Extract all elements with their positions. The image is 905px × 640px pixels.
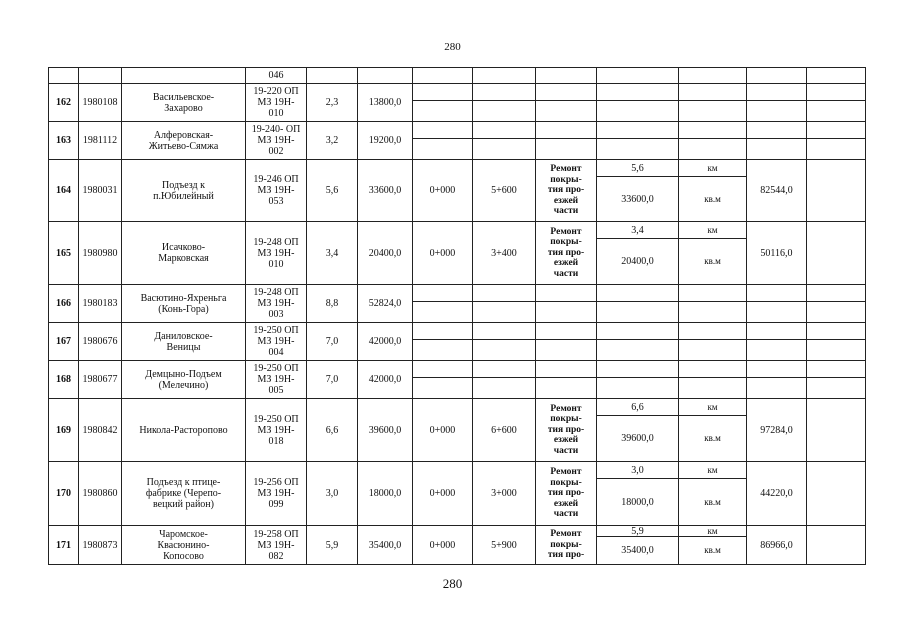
volume-km-cell: 5,6	[631, 162, 644, 174]
road-area-cell: 52824,0	[368, 298, 402, 309]
road-code-cell: 19-220 ОП МЗ 19Н- 010	[253, 86, 299, 119]
road-id-cell: 1980031	[82, 185, 118, 196]
road-name-cell: Васильевское- Захарово	[152, 91, 215, 114]
segment-end-cell: 6+600	[491, 424, 517, 436]
road-length-cell: 7,0	[325, 336, 339, 347]
volume-km-cell: 5,9	[631, 526, 644, 536]
cost-total-cell: 50116,0	[760, 247, 793, 259]
row-number-cell: 165	[56, 247, 71, 259]
grid-line	[865, 67, 866, 565]
road-length-cell: 8,8	[325, 298, 339, 309]
unit-km-cell: км	[707, 224, 718, 235]
segment-start-cell: 0+000	[429, 488, 456, 499]
cost-total-cell: 97284,0	[760, 424, 793, 436]
road-name-cell: Подъезд к птице- фабрике (Черепо- вецкий район)	[145, 477, 222, 510]
road-length-cell: 2,3	[325, 97, 339, 108]
road-code-cell: 19-246 ОП МЗ 19Н- 053	[253, 174, 299, 207]
volume-sqm-cell: 33600,0	[621, 193, 654, 205]
road-code-cell: 046	[268, 70, 284, 81]
segment-start-cell: 0+000	[429, 185, 456, 196]
road-area-cell: 42000,0	[368, 374, 402, 385]
cost-total-cell: 44220,0	[760, 488, 793, 499]
road-name-cell: Даниловское- Веницы	[154, 330, 213, 353]
volume-sqm-cell: 20400,0	[621, 256, 654, 267]
road-code-cell: 19-250 ОП МЗ 19Н- 004	[253, 325, 299, 358]
road-area-cell: 33600,0	[368, 185, 402, 196]
road-name-cell: Васютино-Яхреньга (Конь-Гора)	[140, 292, 227, 315]
unit-km-cell: км	[707, 464, 718, 475]
road-code-cell: 19-258 ОП МЗ 19Н- 082	[253, 528, 299, 562]
grid-line	[412, 301, 866, 302]
segment-end-cell: 5+600	[491, 185, 517, 196]
row-number-cell: 169	[56, 424, 71, 436]
page-number-top: 280	[444, 41, 461, 53]
road-code-cell: 19-250 ОП МЗ 19Н- 018	[253, 413, 299, 447]
road-area-cell: 13800,0	[368, 97, 402, 108]
volume-km-cell: 3,4	[631, 224, 644, 236]
road-length-cell: 7,0	[325, 374, 339, 385]
road-length-cell: 3,0	[325, 488, 339, 499]
grid-line	[412, 138, 866, 139]
unit-km-cell: км	[707, 526, 718, 536]
road-length-cell: 5,6	[325, 185, 339, 196]
segment-end-cell: 3+400	[491, 247, 517, 259]
work-type-cell: Ремонт покры- тия про- езжей части	[547, 226, 585, 279]
road-code-cell: 19-248 ОП МЗ 19Н- 003	[253, 287, 299, 320]
road-id-cell: 1980842	[82, 424, 118, 436]
segment-end-cell: 3+000	[491, 488, 517, 499]
segment-start-cell: 0+000	[429, 424, 456, 436]
road-id-cell: 1980677	[82, 374, 118, 385]
road-area-cell: 20400,0	[368, 247, 402, 259]
row-number-cell: 170	[56, 488, 71, 499]
road-length-cell: 6,6	[325, 424, 339, 436]
road-id-cell: 1980676	[82, 336, 118, 347]
road-code-cell: 19-248 ОП МЗ 19Н- 010	[253, 236, 299, 270]
road-id-cell: 1980980	[82, 247, 118, 259]
work-type-cell: Ремонт покры- тия про- езжей части	[547, 467, 585, 520]
road-name-cell: Чаромское- Квасюнино- Копосово	[157, 528, 210, 562]
road-code-cell: 19-240- ОП МЗ 19Н- 002	[251, 124, 301, 157]
cost-total-cell: 82544,0	[760, 185, 793, 196]
work-type-cell: Ремонт покры- тия про-	[547, 529, 585, 561]
road-area-cell: 35400,0	[368, 539, 402, 551]
road-id-cell: 1980860	[82, 488, 118, 499]
segment-end-cell: 5+900	[491, 539, 517, 551]
road-id-cell: 1981112	[82, 135, 118, 146]
work-type-cell: Ремонт покры- тия про- езжей части	[547, 164, 585, 217]
cost-total-cell: 86966,0	[760, 539, 793, 551]
grid-line	[412, 100, 866, 101]
row-number-cell: 163	[56, 135, 71, 146]
road-name-cell: Демцыно-Подъем (Мелечино)	[145, 368, 222, 391]
unit-sqm-cell: кв.м	[704, 496, 721, 507]
unit-sqm-cell: кв.м	[704, 193, 721, 204]
unit-km-cell: км	[707, 162, 718, 173]
road-id-cell: 1980108	[82, 97, 118, 108]
unit-sqm-cell: кв.м	[704, 433, 721, 443]
grid-line	[806, 67, 807, 565]
road-name-cell: Исачково- Марковская	[158, 242, 209, 264]
volume-km-cell: 3,0	[631, 464, 644, 476]
row-number-cell: 164	[56, 185, 71, 196]
road-area-cell: 39600,0	[368, 424, 402, 436]
row-number-cell: 166	[56, 298, 71, 309]
road-area-cell: 19200,0	[368, 135, 402, 146]
road-area-cell: 42000,0	[368, 336, 402, 347]
road-length-cell: 5,9	[325, 539, 339, 551]
grid-line	[48, 564, 866, 565]
row-number-cell: 162	[56, 97, 71, 108]
row-number-cell: 171	[56, 539, 71, 551]
volume-km-cell: 6,6	[631, 401, 644, 413]
volume-sqm-cell: 35400,0	[621, 545, 654, 556]
row-number-cell: 168	[56, 374, 71, 385]
volume-sqm-cell: 39600,0	[621, 433, 654, 444]
road-id-cell: 1980183	[82, 298, 118, 309]
unit-sqm-cell: кв.м	[704, 256, 721, 266]
page-number-bottom: 280	[442, 576, 463, 591]
segment-start-cell: 0+000	[429, 539, 456, 551]
road-repair-table	[48, 67, 865, 564]
volume-sqm-cell: 18000,0	[621, 496, 654, 508]
unit-sqm-cell: кв.м	[704, 545, 721, 555]
unit-km-cell: км	[707, 401, 718, 412]
road-length-cell: 3,4	[325, 247, 339, 259]
grid-line	[412, 339, 866, 340]
road-length-cell: 3,2	[325, 135, 339, 146]
segment-start-cell: 0+000	[429, 247, 456, 259]
road-code-cell: 19-250 ОП МЗ 19Н- 005	[253, 363, 299, 396]
road-area-cell: 18000,0	[368, 488, 402, 499]
row-number-cell: 167	[56, 336, 71, 347]
road-name-cell: Никола-Расторопово	[139, 424, 228, 436]
road-code-cell: 19-256 ОП МЗ 19Н- 099	[253, 477, 299, 510]
grid-line	[412, 377, 866, 378]
road-name-cell: Алферовская- Житьево-Сямжа	[148, 129, 219, 152]
road-name-cell: Подъезд к п.Юбилейный	[153, 179, 214, 202]
road-id-cell: 1980873	[82, 539, 118, 551]
work-type-cell: Ремонт покры- тия про- езжей части	[547, 403, 585, 456]
grid-line	[48, 67, 866, 68]
